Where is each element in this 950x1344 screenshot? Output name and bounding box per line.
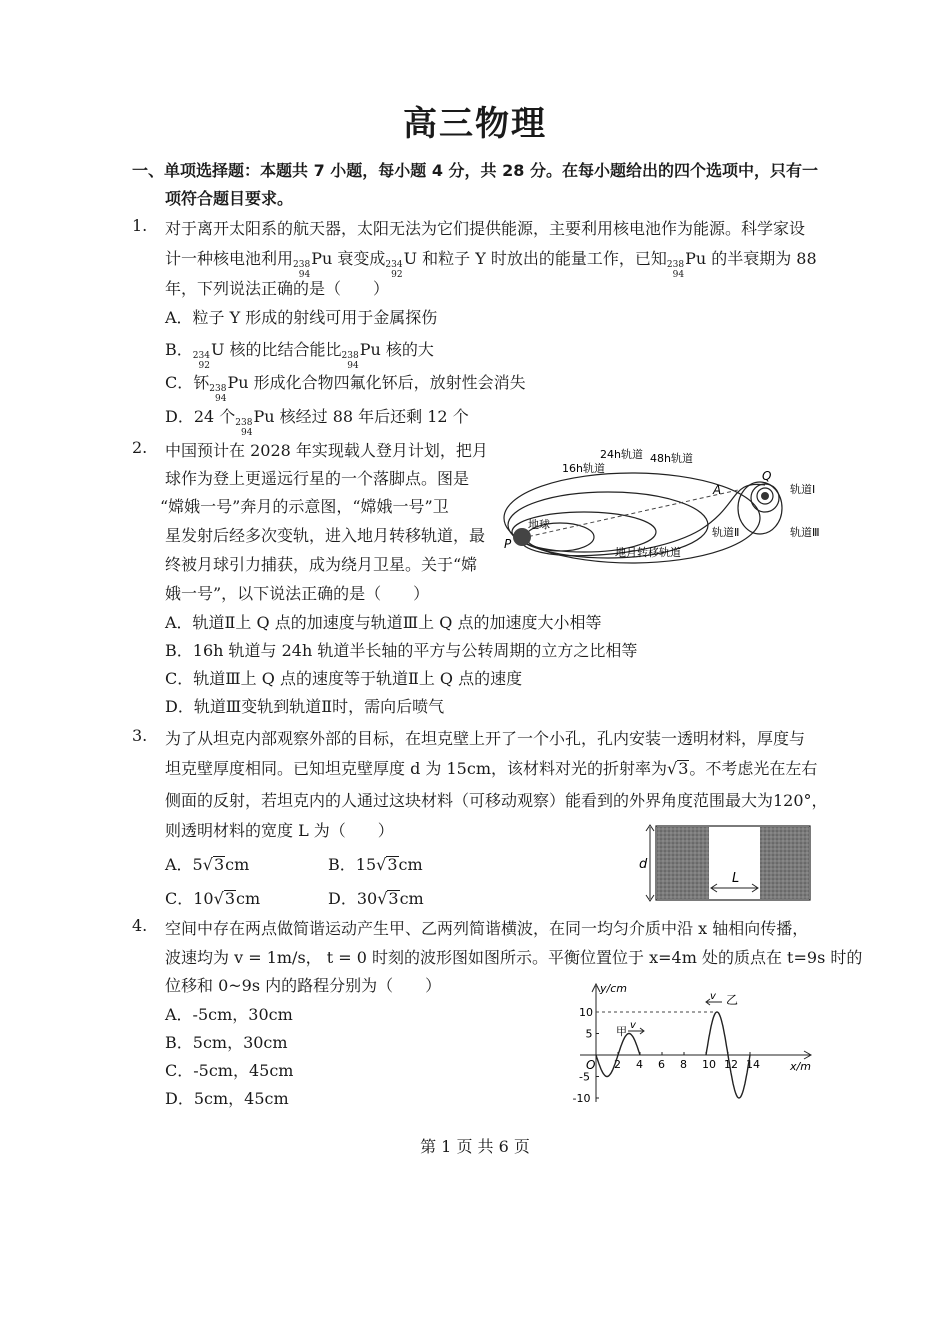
q1-option-c: C．钚 238 94 Pu 形成化合物四氟化钚后，放射性会消失 — [165, 373, 526, 404]
q3-option-c: C．10√3cm — [165, 889, 261, 908]
label-transfer: 地月转移轨道 — [615, 546, 681, 559]
wave-chart — [570, 980, 820, 1110]
pu-symbol-scripts: 238 94 — [293, 260, 311, 280]
wave-jia-v: v — [630, 1020, 636, 1031]
q4-option-d: D．5cm，45cm — [165, 1089, 289, 1108]
q3-line2: 坦克壁厚度相同。已知坦克壁厚度 d 为 15cm，该材料对光的折射率为√3。不考虑光在左右 — [165, 759, 818, 778]
q2-line6: 娥一号”，以下说法正确的是（ ） — [165, 584, 430, 603]
x-tick-label: 4 — [636, 1058, 643, 1071]
q1-option-d: D．24 个 238 94 Pu 核经过 88 年后还剩 12 个 — [165, 407, 469, 438]
label-d: d — [639, 857, 648, 872]
q3-line3: 侧面的反射，若坦克内的人通过这块材料（可移动观察）能看到的外界角度范围最大为120°， — [165, 791, 828, 810]
label-16h: 16h轨道 — [562, 462, 605, 475]
label-p: P — [504, 537, 512, 551]
q2-option-d: D．轨道Ⅲ变轨到轨道Ⅱ时，需向后喷气 — [165, 697, 445, 716]
q3-option-b: B．15√3cm — [328, 855, 423, 874]
label-orbit-3: 轨道Ⅲ — [790, 526, 820, 539]
x-tick-label: 10 — [702, 1058, 716, 1071]
wave-jia-label: 甲 — [616, 1025, 627, 1038]
label-q: Q — [762, 469, 772, 483]
q2-line3: “嫦娥一号”奔月的示意图，“嫦娥一号”卫 — [160, 497, 449, 516]
label-l: L — [732, 871, 740, 886]
y-tick-label: 5 — [585, 1027, 593, 1041]
x-tick-label: 14 — [746, 1058, 760, 1071]
origin-label: O — [586, 1058, 596, 1072]
q3-line1: 为了从坦克内部观察外部的目标，在坦克壁上开了一个小孔，孔内安装一透明材料，厚度与 — [165, 729, 806, 748]
orbit-diagram — [500, 440, 830, 570]
x-tick-label: 12 — [724, 1058, 738, 1071]
q1-line1: 对于离开太阳系的航天器，太阳无法为它们提供能源，主要利用核电池作为能源。科学家设 — [165, 219, 806, 238]
q4-option-b: B．5cm，30cm — [165, 1033, 288, 1052]
q2-line5: 终被月球引力捕获，成为绕月卫星。关于“嫦 — [165, 555, 478, 574]
x-axis-label: x/m — [790, 1060, 811, 1073]
moon-icon — [761, 492, 769, 500]
y-tick-label: -5 — [579, 1070, 590, 1084]
q1-line2: 计一种核电池利用 238 94 Pu 衰变成 234 92 U 和粒子 Y 时放出的能量工作，已知 238 94 Pu 的半衰期为 88 — [165, 249, 817, 280]
q1-line3: 年，下列说法正确的是（ ） — [165, 279, 390, 298]
x-tick-label: 6 — [658, 1058, 665, 1071]
q2-line2: 球作为登上更遥远行星的一个落脚点。图是 — [165, 469, 470, 488]
q1-option-a: A．粒子 Y 形成的射线可用于金属探伤 — [165, 308, 438, 327]
q2-option-c: C．轨道Ⅲ上 Q 点的速度等于轨道Ⅱ上 Q 点的速度 — [165, 669, 523, 688]
q4-option-c: C．-5cm，45cm — [165, 1061, 294, 1080]
label-orbit-1: 轨道Ⅰ — [790, 483, 816, 496]
wall-right — [760, 827, 809, 899]
x-tick-label: 8 — [680, 1058, 687, 1071]
wave-yi-label: 乙 — [726, 993, 739, 1007]
q4-line3: 位移和 0~9s 内的路程分别为（ ） — [165, 976, 442, 995]
q4-option-a: A．-5cm，30cm — [165, 1005, 293, 1024]
x-tick-label: 2 — [614, 1058, 621, 1071]
q2-option-a: A．轨道Ⅱ上 Q 点的加速度与轨道Ⅲ上 Q 点的加速度大小相等 — [165, 613, 602, 632]
q1-number: 1. — [132, 216, 148, 235]
q4-line1: 空间中存在两点做简谐运动产生甲、乙两列简谐横波，在同一均匀介质中沿 x 轴相向传播， — [165, 919, 809, 938]
q2-line1: 中国预计在 2028 年实现载人登月计划，把月 — [165, 441, 488, 460]
q2-number: 2. — [132, 438, 148, 457]
label-a: A — [713, 483, 722, 497]
wave-yi-v: v — [710, 991, 716, 1002]
tank-wall-diagram — [636, 822, 816, 906]
section-heading-line1: 一、单项选择题：本题共 7 小题，每小题 4 分，共 28 分。在每小题给出的四个选项中，只有一 — [132, 161, 818, 180]
q2-option-b: B．16h 轨道与 24h 轨道半长轴的平方与公转周期的立方之比相等 — [165, 641, 638, 660]
q2-line4: 星发射后经多次变轨，进入地月转移轨道，最 — [165, 526, 486, 545]
y-tick-label: 10 — [579, 1006, 593, 1019]
page-title: 高三物理 — [403, 104, 547, 144]
label-48h: 48h轨道 — [650, 452, 693, 465]
label-earth: 地球 — [528, 518, 550, 531]
label-orbit-2: 轨道Ⅱ — [712, 526, 740, 539]
label-24h: 24h轨道 — [600, 448, 643, 461]
q3-number: 3. — [132, 726, 148, 745]
q3-line4: 则透明材料的宽度 L 为（ ） — [165, 821, 394, 840]
wall-left — [657, 827, 709, 899]
q3-option-a: A．5√3cm — [165, 855, 250, 874]
y-tick-label: -10 — [572, 1092, 591, 1105]
q4-line2: 波速均为 v = 1m/s， t = 0 时刻的波形图如图所示。平衡位置位于 x=4m 处的质点在 t=9s 时的 — [165, 948, 863, 967]
section-heading-line2: 项符合题目要求。 — [165, 189, 294, 208]
q1-option-b: B． 234 92 U 核的比结合能比 238 94 Pu 核的大 — [165, 340, 434, 371]
q4-number: 4. — [132, 916, 148, 935]
page-footer: 第 1 页 共 6 页 — [420, 1137, 530, 1156]
y-axis-label: y/cm — [600, 982, 627, 995]
q3-option-d: D．30√3cm — [328, 889, 424, 908]
